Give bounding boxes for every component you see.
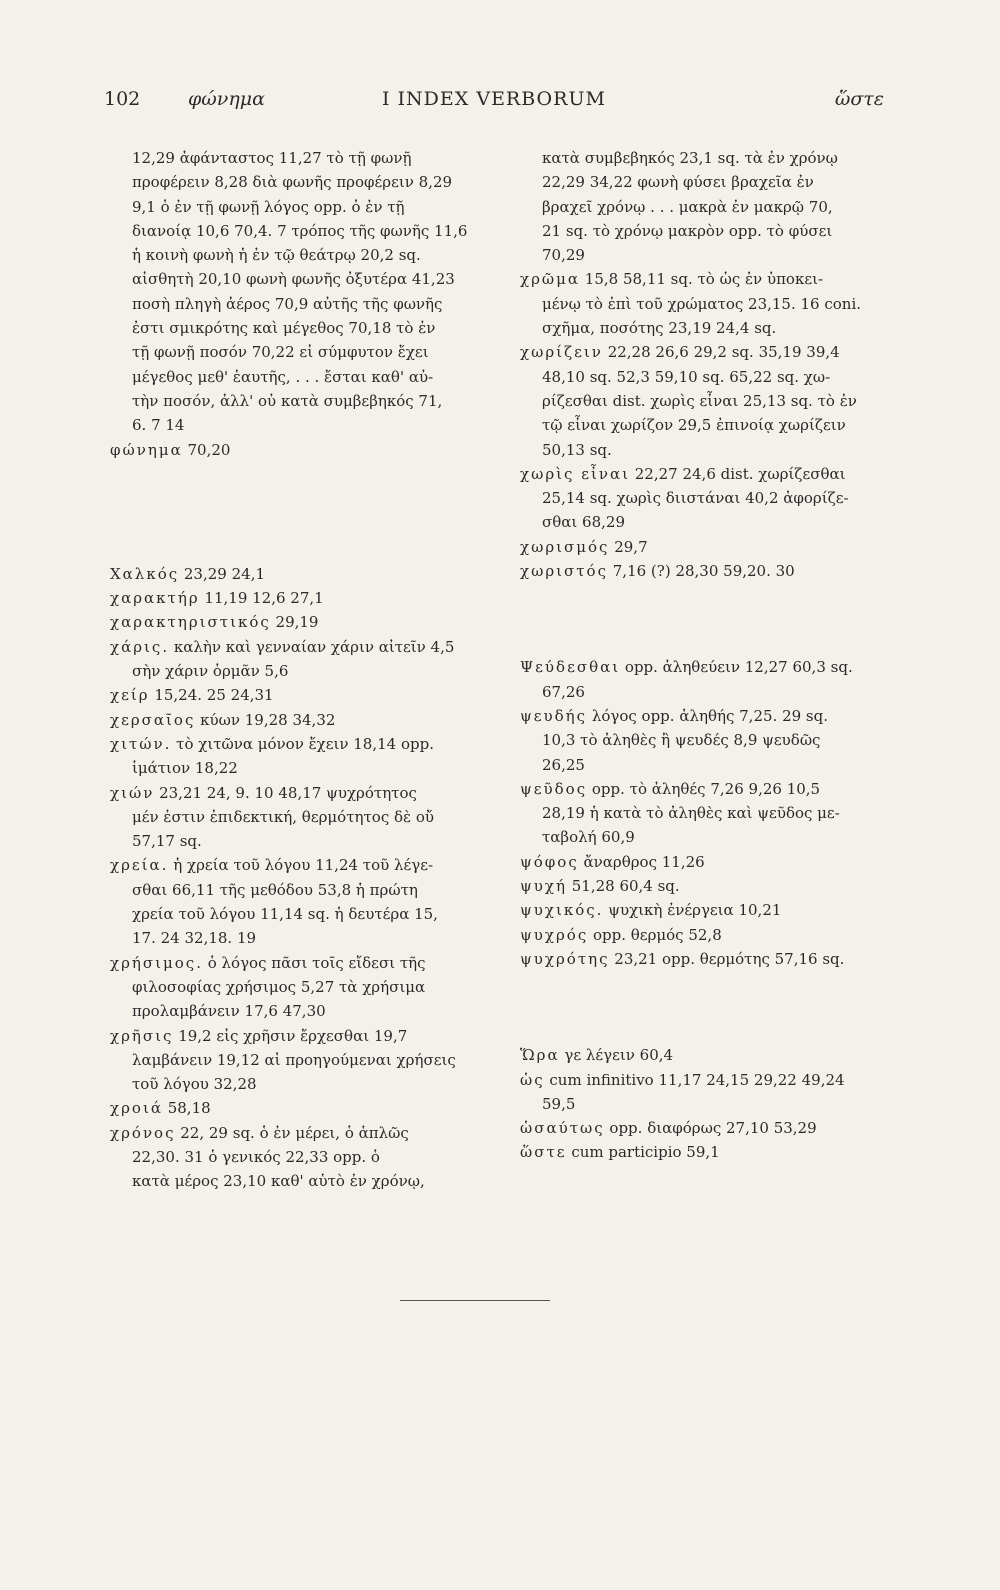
index-entry: [110, 635, 490, 684]
continuation-line: προφέρειν 8,28 διὰ φωνῆς προφέρειν 8,29: [132, 173, 453, 192]
entry-text: σθαι 68,29: [542, 513, 625, 532]
index-entry: [520, 923, 898, 947]
index-entry: [520, 898, 898, 922]
entry-text: φιλοσοφίας χρήσιμος 5,27 τὰ χρήσιμα: [132, 977, 426, 996]
entry-text: ρίζεσθαι dist. χωρὶς εἶναι 25,13 sq. τὸ ἐν: [542, 391, 857, 410]
continuation-line: αἰσθητὴ 20,10 φωνὴ φωνῆς ὀξυτέρα 41,23: [132, 270, 455, 289]
entry-text: 15,8 58,11 sq. τὸ ὡς ἐν ὑποκει-: [580, 270, 824, 289]
entry-text: λόγος opp. ἀληθής 7,25. 29 sq.: [587, 706, 828, 725]
entry-headword: ψεῦδος: [520, 779, 588, 798]
index-entry: [520, 1140, 898, 1164]
index-entry: [520, 850, 898, 874]
entry-headword: χρεία.: [110, 856, 169, 875]
entry-headword: χωρισμός: [520, 537, 610, 556]
entry-headword: Ψεύδεσθαι: [520, 658, 621, 677]
entry-text: 67,26: [542, 682, 585, 701]
entry-text: 28,19 ἡ κατὰ τὸ ἀληθὲς καὶ ψεῦδος με-: [542, 804, 840, 823]
entry-headword: χρῆσις: [110, 1026, 174, 1045]
entry-text: 59,5: [542, 1094, 576, 1113]
entry-text: ταβολή 60,9: [542, 828, 635, 847]
entry-text: cum participio 59,1: [566, 1143, 720, 1162]
continuation-line: διανοίᾳ 10,6 70,4. 7 τρόπος τῆς φωνῆς 11,6: [132, 221, 468, 240]
entry-text: κατὰ μέρος 23,10 καθ' αὑτὸ ἐν χρόνῳ,: [132, 1172, 425, 1191]
continuation-line: τὴν ποσόν, ἀλλ' οὐ κατὰ συμβεβηκός 71,: [132, 391, 443, 410]
index-entry: [520, 267, 898, 340]
entry-headword: χωρὶς εἶναι: [520, 464, 630, 483]
continuation-line: 22,29 34,22 φωνὴ φύσει βραχεῖα ἐν: [542, 173, 814, 192]
entry-headword: ψυχρός: [520, 925, 589, 944]
continuation-line: κατὰ συμβεβηκός 23,1 sq. τὰ ἐν χρόνῳ: [542, 149, 838, 167]
right-continuation: [520, 146, 898, 267]
header-left-catchword: φώνημα: [188, 88, 265, 110]
closing-rule: [400, 1300, 550, 1301]
entry-text: σθαι 66,11 τῆς μεθόδου 53,8 ἡ πρώτη: [132, 880, 418, 899]
entry-headword: ψόφος: [520, 852, 579, 871]
index-entry: [520, 340, 898, 461]
right-entries-chi: [520, 267, 898, 583]
entry-text: 51,28 60,4 sq.: [566, 877, 680, 896]
entry-text: λαμβάνειν 19,12 αἱ προηγούμεναι χρήσεις: [132, 1050, 456, 1069]
entry-text: opp. διαφόρως 27,10 53,29: [604, 1119, 817, 1138]
entry-text: ἱμάτιον 18,22: [132, 759, 238, 778]
index-entry: [520, 1068, 898, 1117]
entry-text: ὁ λόγος πᾶσι τοῖς εἴδεσι τῆς: [202, 953, 426, 972]
entry-text: τῷ εἶναι χωρίζον 29,5 ἐπινοίᾳ χωρίζειν: [542, 416, 846, 435]
continuation-line: τῇ φωνῇ ποσόν 70,22 εἰ σύμφυτον ἔχει: [132, 343, 429, 362]
entry-text: 22, 29 sq. ὁ ἐν μέρει, ὁ ἁπλῶς: [175, 1123, 409, 1142]
index-entry: [520, 655, 898, 704]
entry-text: χρεία τοῦ λόγου 11,14 sq. ἡ δευτέρα 15,: [132, 905, 438, 924]
entry-text: 50,13 sq.: [542, 440, 612, 459]
entry-text: τὸ χιτῶνα μόνον ἔχειν 18,14 opp.: [171, 734, 434, 753]
right-entries-psi: [520, 655, 898, 971]
entry-text: cum infinitivo 11,17 24,15 29,22 49,24: [544, 1070, 845, 1089]
entry-text: σὴν χάριν ὁρμᾶν 5,6: [132, 662, 289, 681]
continuation-line: 21 sq. τὸ χρόνῳ μακρὸν opp. τὸ φύσει: [542, 221, 833, 240]
left-entries: [110, 562, 490, 1194]
entry-text: γε λέγειν 60,4: [559, 1046, 674, 1065]
entry-headword: Χαλκός: [110, 564, 180, 583]
entry-text: 23,29 24,1: [179, 564, 266, 583]
entry-text: ψυχικὴ ἐνέργεια 10,21: [603, 901, 782, 920]
entry-text: 19,2 εἰς χρῆσιν ἔρχεσθαι 19,7: [173, 1026, 408, 1045]
entry-text: opp. ἀληθεύειν 12,27 60,3 sq.: [620, 658, 853, 677]
entry-text: 29,7: [609, 537, 648, 556]
entry-headword: ὡς: [520, 1070, 545, 1089]
entry-text: μένῳ τὸ ἐπὶ τοῦ χρώματος 23,15. 16 coni.: [542, 294, 862, 313]
entry-headword: ψυχή: [520, 877, 567, 896]
entry-headword: χρῶμα: [520, 270, 581, 289]
index-entry: [520, 704, 898, 777]
entry-text: 70,20: [182, 440, 231, 459]
entry-text: μέν ἐστιν ἐπιδεκτική, θερμότητος δὲ οὔ: [132, 807, 434, 826]
index-entry: [110, 1121, 490, 1194]
entry-text: τοῦ λόγου 32,28: [132, 1075, 257, 1094]
index-entry: [110, 708, 490, 732]
entry-text: 22,28 26,6 29,2 sq. 35,19 39,4: [602, 343, 840, 362]
entry-headword: χωρίζειν: [520, 343, 603, 362]
entry-headword: φώνημα: [110, 440, 183, 459]
continuation-line: ἡ κοινὴ φωνὴ ἡ ἐν τῷ θεάτρῳ 20,2 sq.: [132, 246, 421, 265]
index-entry: [110, 853, 490, 950]
entry-text: ἄναρθρος 11,26: [578, 852, 705, 871]
entry-headword: χάρις.: [110, 637, 170, 656]
entry-text: 15,24. 25 24,31: [149, 686, 274, 705]
index-entry: [110, 732, 490, 781]
entry-text: σχῆμα, ποσότης 23,19 24,4 sq.: [542, 319, 777, 338]
entry-headword: ψυχικός.: [520, 901, 604, 920]
entry-headword: ὡσαύτως: [520, 1119, 605, 1138]
entry-text: 58,18: [162, 1099, 211, 1118]
entry-text: 57,17 sq.: [132, 832, 202, 851]
index-entry: [110, 951, 490, 1024]
index-entry: [520, 462, 898, 535]
entry-text: 25,14 sq. χωρὶς διιστάναι 40,2 ἀφορίζε-: [542, 489, 849, 508]
entry-text: καλὴν καὶ γενναίαν χάριν αἰτεῖν 4,5: [169, 637, 455, 656]
entry-text: ἡ χρεία τοῦ λόγου 11,24 τοῦ λέγε-: [168, 856, 434, 875]
page-number: 102: [104, 88, 141, 110]
continuation-line: μέγεθος μεθ' ἑαυτῆς, . . . ἔσται καθ' αὐ-: [132, 367, 434, 386]
continuation-line: ποσὴ πληγὴ ἀέρος 70,9 αὐτῆς τῆς φωνῆς: [132, 294, 443, 313]
continuation-line: 9,1 ὁ ἐν τῇ φωνῇ λόγος opp. ὁ ἐν τῇ: [132, 197, 405, 216]
continuation-line: 6. 7 14: [132, 416, 185, 435]
entry-headword: ψυχρότης: [520, 949, 610, 968]
entry-text: 22,30. 31 ὁ γενικός 22,33 opp. ὁ: [132, 1147, 380, 1166]
entry-text: 26,25: [542, 755, 585, 774]
entry-headword: Ὥρα: [520, 1046, 560, 1065]
index-entry: [110, 562, 490, 586]
entry-headword: χρήσιμος.: [110, 953, 203, 972]
entry-headword: χερσαῖος: [110, 710, 196, 729]
entry-text: 23,21 opp. θερμότης 57,16 sq.: [609, 949, 845, 968]
entry-text: 22,27 24,6 dist. χωρίζεσθαι: [629, 464, 846, 483]
running-title: I INDEX VERBORUM: [382, 88, 606, 110]
entry-text: 48,10 sq. 52,3 59,10 sq. 65,22 sq. χω-: [542, 367, 831, 386]
index-entry: [110, 438, 490, 462]
continuation-line: ἐστι σμικρότης καὶ μέγεθος 70,18 τὸ ἐν: [132, 319, 436, 338]
entry-headword: ὥστε: [520, 1143, 567, 1162]
entry-text: opp. τὸ ἀληθές 7,26 9,26 10,5: [587, 779, 821, 798]
index-entry: [520, 559, 898, 583]
entry-text: 11,19 12,6 27,1: [199, 589, 324, 608]
entry-headword: χιών: [110, 783, 155, 802]
index-entry: [110, 1096, 490, 1120]
entry-headword: χιτών.: [110, 734, 172, 753]
index-entry: [110, 586, 490, 610]
index-entry: [110, 683, 490, 707]
index-entry: [110, 1024, 490, 1097]
entry-text: 23,21 24, 9. 10 48,17 ψυχρότητος: [154, 783, 417, 802]
index-entry: [110, 610, 490, 634]
continuation-line: 12,29 ἀφάνταστος 11,27 τὸ τῇ φωνῇ: [132, 149, 412, 167]
entry-headword: χαρακτήρ: [110, 589, 200, 608]
entry-headword: ψευδής: [520, 706, 588, 725]
left-column: [110, 146, 490, 1194]
header-right-catchword: ὥστε: [834, 88, 884, 110]
index-entry: [520, 1043, 898, 1067]
continuation-line: 70,29: [542, 246, 585, 265]
entry-headword: χαρακτηριστικός: [110, 613, 271, 632]
entry-headword: χρόνος: [110, 1123, 176, 1142]
entry-headword: χείρ: [110, 686, 150, 705]
entry-text: προλαμβάνειν 17,6 47,30: [132, 1002, 326, 1021]
entry-text: opp. θερμός 52,8: [588, 925, 722, 944]
entry-text: 29,19: [270, 613, 319, 632]
index-entry: [520, 874, 898, 898]
entry-text: 7,16 (?) 28,30 59,20. 30: [608, 562, 795, 581]
right-column: [520, 146, 898, 1165]
index-entry: [110, 781, 490, 854]
index-entry: [520, 777, 898, 850]
continuation-line: βραχεῖ χρόνῳ . . . μακρὰ ἐν μακρῷ 70,: [542, 197, 833, 216]
index-entry: [520, 947, 898, 971]
page-header: [104, 88, 884, 118]
index-entry: [520, 535, 898, 559]
entry-headword: χροιά: [110, 1099, 163, 1118]
index-entry: [520, 1116, 898, 1140]
entry-headword: χωριστός: [520, 562, 608, 581]
right-entries-omega: [520, 1043, 898, 1164]
entry-text: 17. 24 32,18. 19: [132, 929, 257, 948]
left-continuation: [110, 146, 490, 438]
entry-text: 10,3 τὸ ἀληθὲς ἢ ψευδές 8,9 ψευδῶς: [542, 731, 821, 750]
entry-text: κύων 19,28 34,32: [195, 710, 336, 729]
